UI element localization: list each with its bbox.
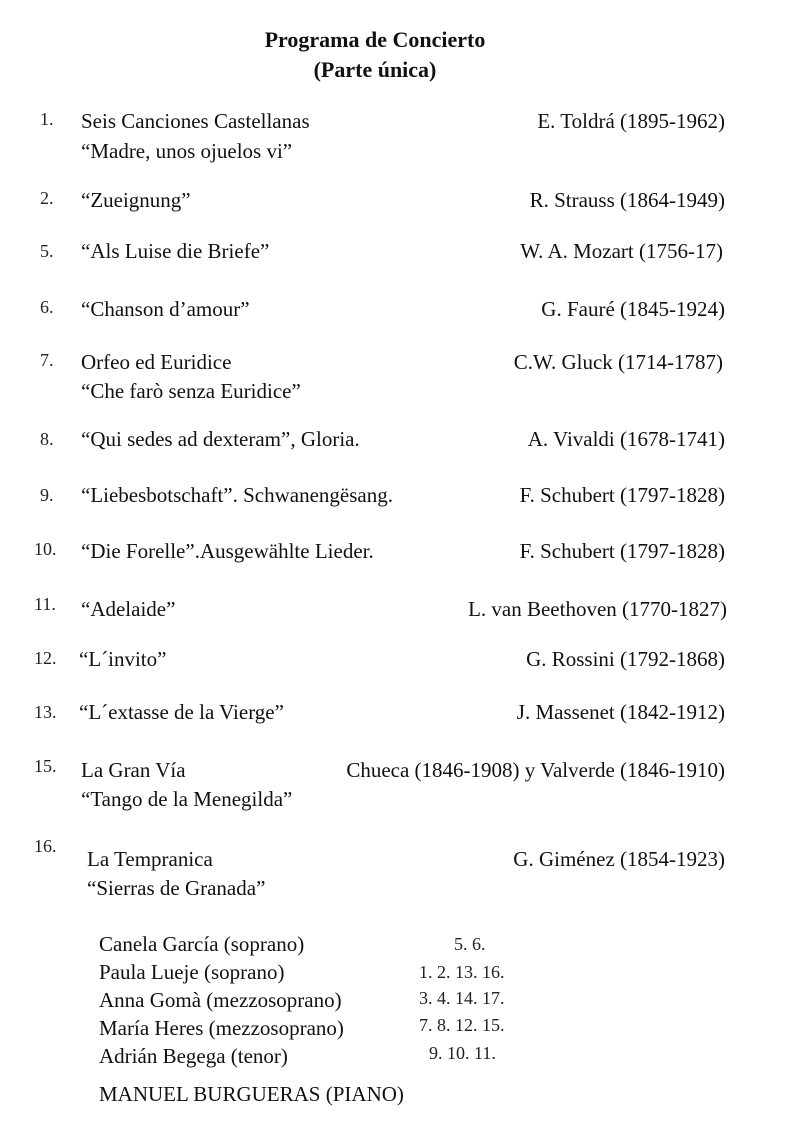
work-title: “L´invito”	[79, 647, 167, 671]
composer: F. Schubert (1797-1828)	[519, 483, 725, 507]
pianist: MANUEL BURGUERAS (PIANO)	[99, 1082, 404, 1106]
work-title: Seis Canciones Castellanas	[81, 109, 310, 133]
item-number: 10.	[34, 539, 57, 559]
composer: E. Toldrá (1895-1962)	[537, 109, 725, 133]
performer-numbers: 3. 4. 14. 17.	[419, 988, 505, 1008]
composer: G. Rossini (1792-1868)	[526, 647, 725, 671]
performer-numbers: 1. 2. 13. 16.	[419, 962, 505, 982]
item-number: 13.	[34, 702, 57, 722]
composer: L. van Beethoven (1770-1827)	[468, 597, 727, 621]
composer: G. Giménez (1854-1923)	[513, 847, 725, 871]
item-number: 6.	[40, 297, 54, 317]
item-number: 9.	[40, 485, 54, 505]
work-subtitle: “Tango de la Menegilda”	[81, 787, 293, 811]
item-number: 15.	[34, 756, 57, 776]
item-number: 7.	[40, 350, 54, 370]
performer-name: Anna Gomà (mezzosoprano)	[99, 988, 342, 1012]
work-title: “Zueignung”	[81, 188, 191, 212]
item-number: 1.	[40, 109, 54, 129]
work-title: “Qui sedes ad dexteram”, Gloria.	[81, 427, 360, 451]
composer: Chueca (1846-1908) y Valverde (1846-1910)	[346, 758, 725, 782]
composer: F. Schubert (1797-1828)	[519, 539, 725, 563]
work-title: “Chanson d’amour”	[81, 297, 250, 321]
composer: W. A. Mozart (1756-17)	[520, 239, 723, 263]
item-number: 2.	[40, 188, 54, 208]
work-subtitle: “Sierras de Granada”	[87, 876, 266, 900]
performer-numbers: 7. 8. 12. 15.	[419, 1015, 505, 1035]
work-title: “Die Forelle”.Ausgewählte Lieder.	[81, 539, 374, 563]
performer-name: Adrián Begega (tenor)	[99, 1044, 288, 1068]
page-title: Programa de Concierto	[264, 27, 486, 52]
performer-name: Paula Lueje (soprano)	[99, 960, 285, 984]
work-title: “Liebesbotschaft”. Schwanengësang.	[81, 483, 393, 507]
work-subtitle: “Madre, unos ojuelos vi”	[81, 139, 293, 163]
work-title: La Gran Vía	[81, 758, 186, 782]
page-subtitle: (Parte única)	[313, 57, 437, 82]
work-title: “Als Luise die Briefe”	[81, 239, 270, 263]
performer-name: Canela García (soprano)	[99, 932, 305, 956]
performer-numbers: 5. 6.	[454, 934, 486, 954]
item-number: 16.	[34, 836, 57, 856]
work-title: “L´extasse de la Vierge”	[79, 700, 284, 724]
work-title: La Tempranica	[87, 847, 213, 871]
composer: A. Vivaldi (1678-1741)	[527, 427, 725, 451]
work-subtitle: “Che farò senza Euridice”	[81, 379, 301, 403]
composer: C.W. Gluck (1714-1787)	[513, 350, 723, 374]
work-title: “Adelaide”	[81, 597, 176, 621]
composer: R. Strauss (1864-1949)	[529, 188, 725, 212]
item-number: 5.	[40, 241, 54, 261]
item-number: 11.	[34, 594, 56, 614]
composer: G. Fauré (1845-1924)	[541, 297, 725, 321]
work-title: Orfeo ed Euridice	[81, 350, 232, 374]
composer: J. Massenet (1842-1912)	[516, 700, 725, 724]
performer-numbers: 9. 10. 11.	[429, 1043, 496, 1063]
item-number: 12.	[34, 648, 57, 668]
item-number: 8.	[40, 429, 54, 449]
performer-name: María Heres (mezzosoprano)	[99, 1016, 344, 1040]
